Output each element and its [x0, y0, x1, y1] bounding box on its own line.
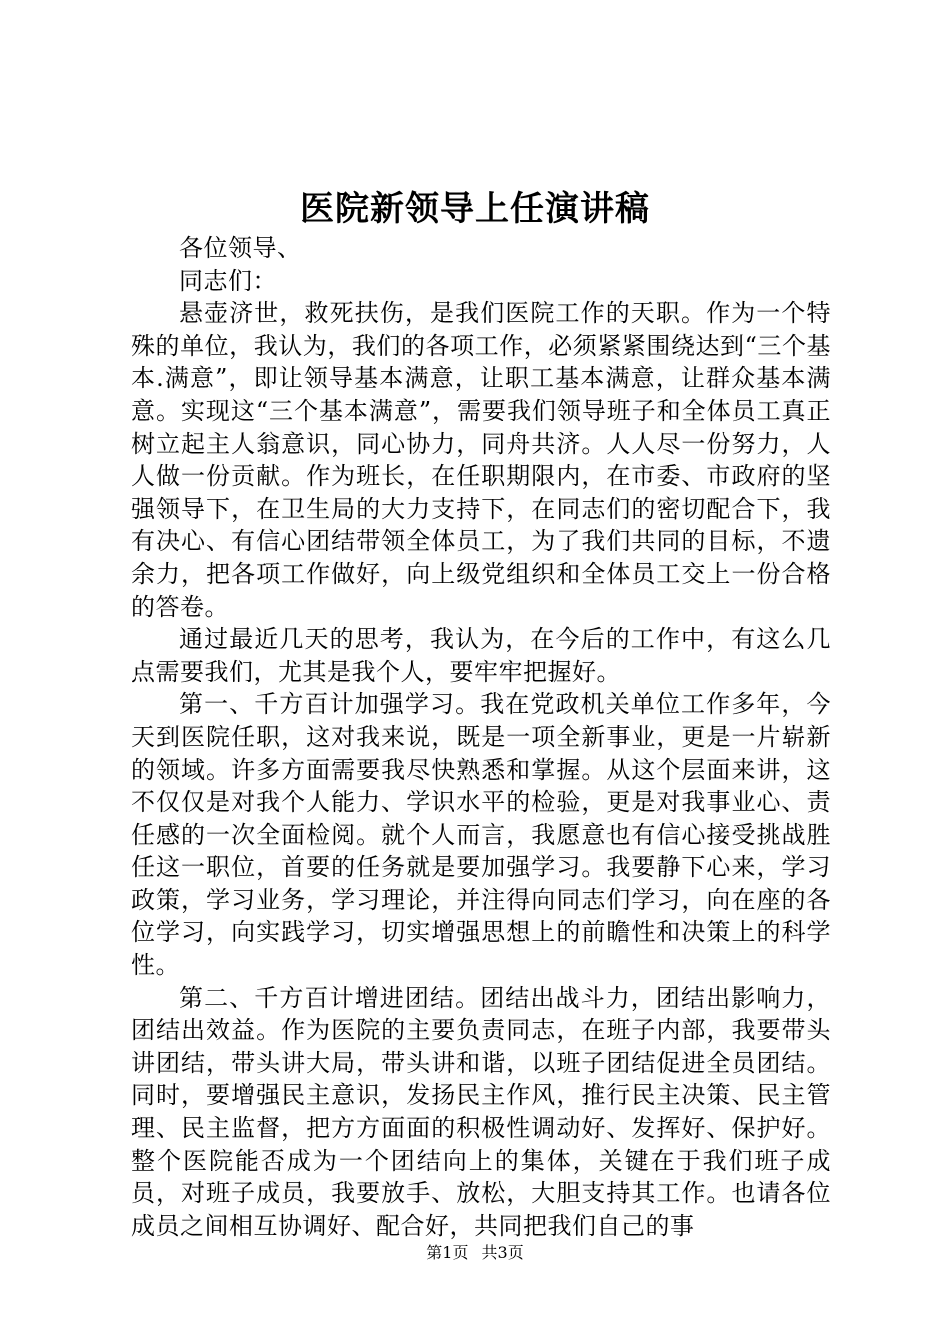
salutation-line-2: 同志们：	[179, 266, 277, 295]
paragraph-point-two: 第二、千方百计增进团结。团结出战斗力，团结出影响力，团结出效益。作为医院的主要负责同志，在班子内部，我要带头讲团结，带头讲大局，带头讲和谐，以班子团结促进全员团结。同时，要增强民主意识，发扬民主作风，推行民主决策、民主管理、民主监督，把方方面面的积极性调动好、发挥好、保护好。整个医院能否成为一个团结向上的集体，关键在于我们班子成员，对班子成员，我要放手、放松，大胆支持其工作。也请各位成员之间相互协调好、配合好，共同把我们自己的事	[131, 983, 831, 1240]
paragraph-thinking: 通过最近几天的思考，我认为，在今后的工作中，有这么几点需要我们，尤其是我个人，要牢牢把握好。	[131, 625, 831, 686]
page-total: 共3页	[481, 1243, 524, 1262]
document-body	[131, 232, 831, 1242]
paragraph-point-one: 第一、千方百计加强学习。我在党政机关单位工作多年，今天到医院任职，这对我来说，既是一项全新事业，更是一片崭新的领域。许多方面需要我尽快熟悉和掌握。从这个层面来讲，这不仅仅是对我个人能力、学识水平的检验，更是对我事业心、责任感的一次全面检阅。就个人而言，我愿意也有信心接受挑战胜任这一职位，首要的任务就是要加强学习。我要静下心来，学习政策，学习业务，学习理论，并注得向同志们学习，向在座的各位学习，向实践学习，切实增强思想上的前瞻性和决策上的科学性。	[131, 690, 831, 980]
salutation-line-1: 各位领导、	[179, 234, 302, 262]
page-number: 第1页	[426, 1243, 469, 1262]
page-footer	[0, 1242, 950, 1264]
document-title: 医院新领导上任演讲稿	[300, 189, 650, 229]
paragraph-intro: 悬壶济世，救死扶伤，是我们医院工作的天职。作为一个特殊的单位，我认为，我们的各项工作，必须紧紧围绕达到“三个基本.满意”，即让领导基本满意，让职工基本满意，让群众基本满意。实现这“三个基本满意”，需要我们领导班子和全体员工真正树立起主人翁意识，同心协力，同舟共济。人人尽一份努力，人人做一份贡献。作为班长，在任职期限内，在市委、市政府的坚强领导下，在卫生局的大力支持下，在同志们的密切配合下，我有决心、有信心团结带领全体员工，为了我们共同的目标，不遗余力，把各项工作做好，向上级党组织和全体员工交上一份合格的答卷。	[131, 299, 831, 621]
